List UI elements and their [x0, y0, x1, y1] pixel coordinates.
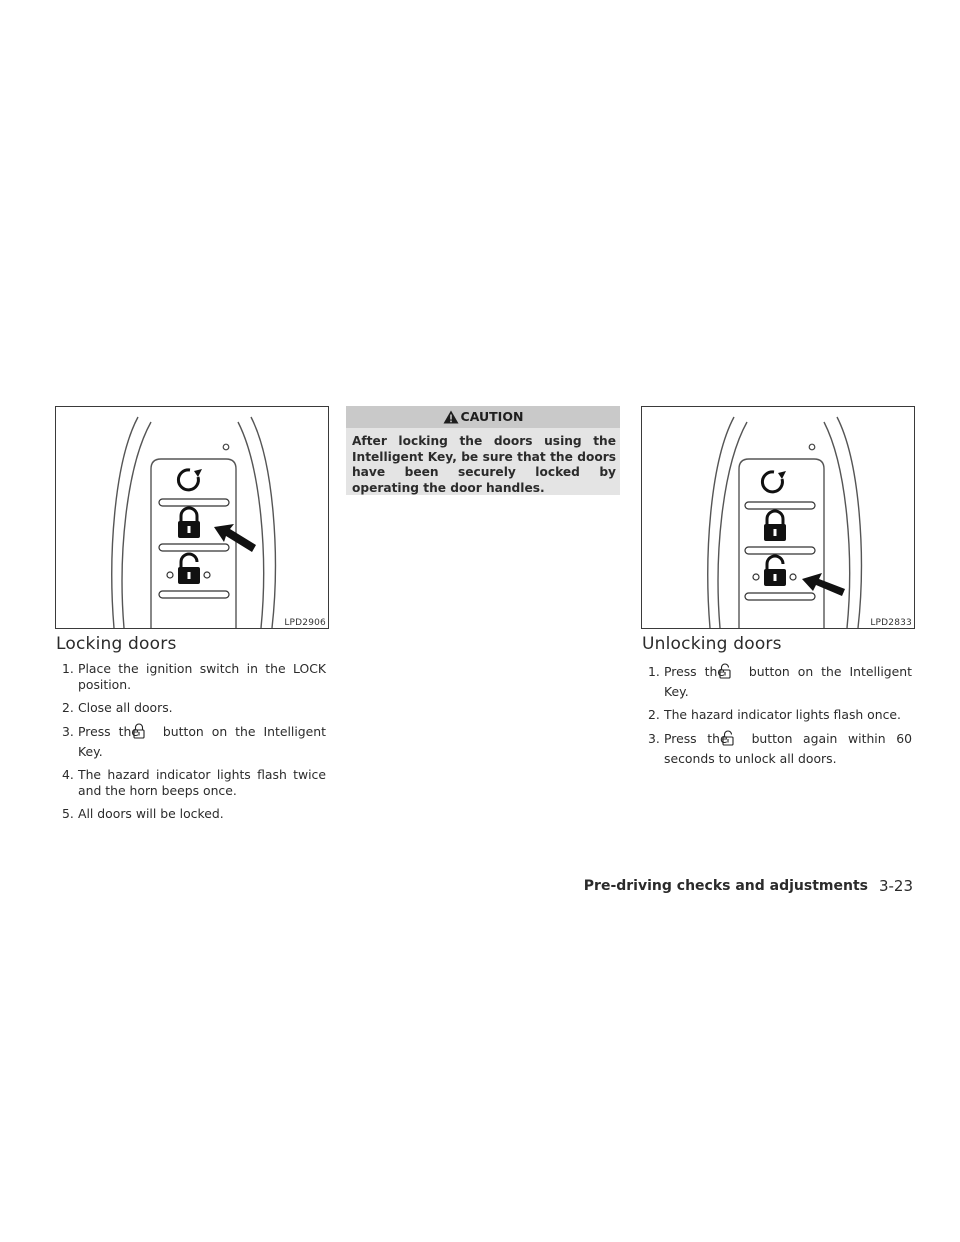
list-item: 5. All doors will be locked. [62, 806, 224, 821]
caution-box [346, 406, 620, 495]
warning-triangle-icon [443, 410, 459, 424]
led-indicator [223, 444, 229, 450]
locking-steps [62, 661, 326, 829]
unlocking-steps [648, 663, 912, 774]
list-item: 3. Press the button on the Intelligent Key. [62, 724, 326, 759]
unlock-icon [178, 554, 200, 584]
section-title-locking: Locking doors [56, 634, 177, 654]
lock-icon [764, 511, 786, 541]
key-fob-lock-figure [55, 406, 329, 629]
list-item: 2. Close all doors. [62, 700, 173, 715]
caution-text: After locking the doors using the Intelligent Key, be sure that the doors have been securely locked by operating the door handles. [352, 434, 616, 495]
figure-code: LPD2833 [870, 618, 912, 628]
unlock-icon [764, 556, 786, 586]
list-item: 3. Press the button again within 60 seconds to unlock all doors. [648, 731, 912, 766]
lock-icon [178, 508, 200, 538]
footer-section-title: Pre-driving checks and adjustments [583, 878, 868, 894]
key-fob-unlock-illustration [642, 407, 914, 628]
list-item: 2. The hazard indicator lights flash once. [648, 707, 901, 722]
page-number: 3-23 [878, 877, 913, 895]
key-fob-unlock-figure [641, 406, 915, 629]
caution-heading: CAUTION [346, 406, 620, 428]
list-item: 1. Press the button on the Intelligent Key. [648, 664, 912, 699]
list-item: 4. The hazard indicator lights flash twice and the horn beeps once. [62, 767, 326, 798]
led-indicator [809, 444, 815, 450]
list-item: 1. Place the ignition switch in the LOCK position. [62, 661, 326, 692]
section-title-unlocking: Unlocking doors [642, 634, 782, 654]
key-fob-lock-illustration [56, 407, 328, 628]
figure-code: LPD2906 [284, 618, 326, 628]
